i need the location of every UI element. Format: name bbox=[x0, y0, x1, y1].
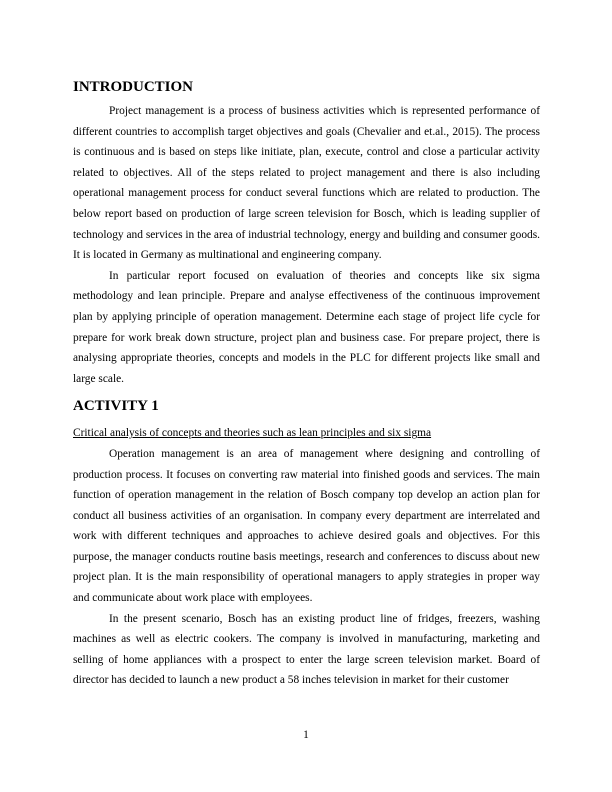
introduction-paragraph-1: Project management is a process of business activities which is represented performance of different countries to accomplish target objectives and goals (Chevalier and et.al., 2015). The process is continuous and is based on steps like initiate, plan, execute, control and close a particular activity related to objectives. All of the steps related to project management and there is also including operational management process for conduct several functions which are related to production. The below report based on production of large screen television for Bosch, which is leading supplier of technology and services in the area of industrial technology, energy and building and consumer goods. It is located in Germany as multinational and engineering company. bbox=[73, 105, 540, 262]
page-content bbox=[73, 78, 540, 691]
activity-1-subheading: Critical analysis of concepts and theories such as lean principles and six sigma bbox=[73, 427, 432, 440]
activity-1-heading: ACTIVITY 1 bbox=[73, 398, 159, 415]
introduction-paragraph-2: In particular report focused on evaluation of theories and concepts like six sigma methodology and lean principle. Prepare and analyse effectiveness of the continuous improvement plan by applying principle of operation management. Determine each stage of project life cycle for prepare for work break down structure, project plan and business case. For prepare project, there is analysing appropriate theories, concepts and models in the PLC for different projects like small and large scale. bbox=[73, 269, 540, 385]
introduction-heading: INTRODUCTION bbox=[73, 79, 194, 95]
activity-1-paragraph-1: Operation management is an area of management where designing and controlling of production process. It focuses on converting raw material into finished goods and services. The main function of operation management in the relation of Bosch company top develop an action plan for conduct all business activities of an organisation. In company every department are interrelated and work with different techniques and approaches to achieve desired goals and objectives. For this purpose, the manager conducts routine basis meetings, research and conferences to discuss about new project plan. It is the main responsibility of operational managers to apply strategies in proper way and communicate about work place with employees. bbox=[73, 447, 540, 605]
page-number: 1 bbox=[303, 729, 309, 741]
activity-1-paragraph-2: In the present scenario, Bosch has an existing product line of fridges, freezers, washing machines as well as electric cookers. The company is involved in manufacturing, marketing and selling of home appliances with a prospect to enter the large screen television market. Board of director has decided to launch a new product a 58 inches television in market for their customer bbox=[73, 612, 540, 687]
